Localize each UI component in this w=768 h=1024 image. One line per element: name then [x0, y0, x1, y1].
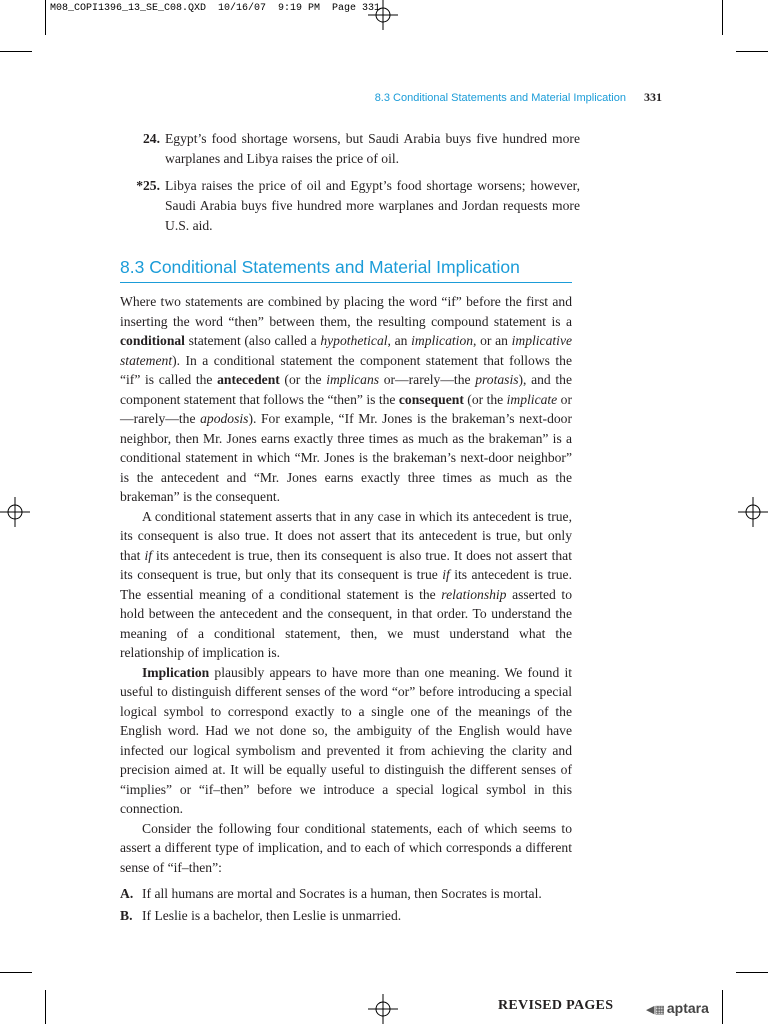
crop-mark-tr-v	[722, 0, 723, 35]
paragraph-2: A conditional statement asserts that in any case in which its antecedent is true, its consequent is also true. It does not assert that its antecedent is true, but only that if its antecedent is true, then its consequent is also true. It does not assert that its consequent is true, but only that its consequent is true if its antecedent is true. The essential meaning of a conditional statement is the relationship asserted to hold between the antecedent and the consequent, in that order. To understand the meaning of a conditional statement, then, we must understand what the relationship of implication is.	[120, 508, 573, 660]
aptara-mark-icon: ◀▦	[646, 1004, 665, 1016]
crop-mark-tr-h	[736, 51, 768, 52]
example-label: B.	[120, 908, 133, 923]
revised-pages-label: REVISED PAGES	[498, 998, 614, 1013]
aptara-logo: ◀▦ aptara	[646, 1000, 709, 1016]
page-number: 331	[644, 90, 662, 104]
example-text: If all humans are mortal and Socrates is a human, then Socrates is mortal.	[142, 886, 542, 901]
paragraph-3: Implication plausibly appears to have more than one meaning. We found it useful to distinguish different senses of the word “or” before introducing a special logical symbol to correspond exactly to a single one of the meanings of the English word. Had we not done so, the ambiguity of the English would have infected our logical symbolism and prevented it from achieving the clarity and precision aimed at. It will be equally useful to distinguish the different senses of “implies” or “if–then” before we introduce a special logical symbol in this connection.	[120, 664, 572, 816]
paragraph-4: Consider the following four conditional statements, each of which seems to assert a different type of implication, and to each of which corresponds a different sense of “if–then”:	[120, 820, 572, 875]
registration-mark-left-icon	[0, 497, 30, 527]
example-item	[120, 883, 572, 905]
body-text	[120, 292, 572, 877]
crop-mark-br-v	[722, 990, 723, 1024]
example-label: A.	[120, 886, 134, 901]
exercise-text: Egypt’s food shortage worsens, but Saudi Arabia buys five hundred more warplanes and Libya raises the price of oil.	[165, 131, 580, 166]
file-slug: M08_COPI1396_13_SE_C08.QXD 10/16/07 9:19 PM Page 331	[50, 3, 381, 14]
exercise-number: *25.	[136, 178, 160, 193]
registration-mark-bottom-icon	[368, 994, 398, 1024]
example-text: If Leslie is a bachelor, then Leslie is unmarried.	[142, 908, 402, 923]
registration-mark-top-icon	[368, 0, 398, 30]
crop-mark-br-h	[736, 972, 768, 973]
exercise-item	[120, 129, 580, 169]
example-item	[120, 905, 572, 927]
section-heading: 8.3 Conditional Statements and Material Implication	[120, 257, 572, 283]
term-conditional: conditional	[120, 333, 185, 348]
exercise-text: Libya raises the price of oil and Egypt’s food shortage worsens; however, Saudi Arabia buys five hundred more warplanes and Jordan requests more U.S. aid.	[165, 178, 580, 233]
example-list	[120, 883, 572, 927]
running-head	[300, 90, 662, 105]
registration-mark-right-icon	[738, 497, 768, 527]
paragraph-1: Where two statements are combined by placing the word “if” before the first and inserting the word “then” between them, the resulting compound statement is a conditional statement (also called a hypothetical, an implication, or an implicative statement). In a conditional statement the component statement that follows the “if” is called the antecedent (or the implicans or—rarely—the protasis), and the component statement that follows the “then” is the consequent (or the implicate or—rarely—the apodosis). For example, “If Mr. Jones is the brakeman’s next-door neighbor, then Mr. Jones earns exactly three times as much as the brakeman” is a conditional statement in which “Mr. Jones is the brakeman’s next-door neighbor” is the antecedent and “Mr. Jones earns exactly three times as much as the brakeman” is the consequent.	[120, 294, 573, 504]
crop-mark-bl-h	[0, 972, 32, 973]
crop-mark-tl-h	[0, 51, 32, 52]
term-antecedent: antecedent	[217, 372, 280, 387]
term-implication: Implication	[142, 664, 210, 680]
crop-mark-bl-v	[45, 990, 46, 1024]
exercise-item	[120, 176, 580, 236]
running-head-section: 8.3 Conditional Statements and Material Implication	[374, 92, 626, 104]
term-consequent: consequent	[398, 391, 464, 407]
exercise-number: 24.	[143, 131, 160, 146]
crop-mark-tl-v	[45, 0, 46, 35]
